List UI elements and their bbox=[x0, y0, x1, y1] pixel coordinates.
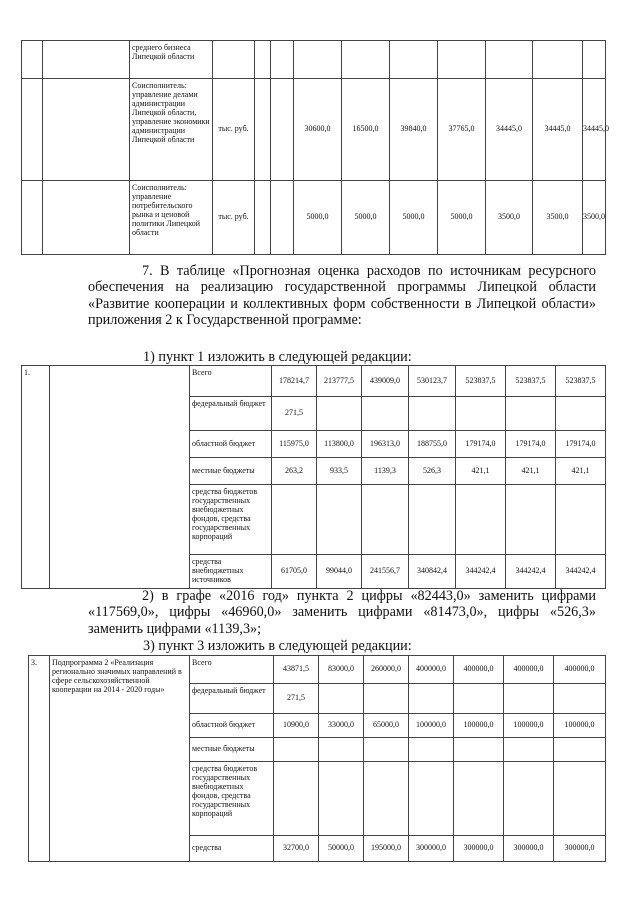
table-row: областной бюджет 10900,0 33000,0 65000,0 100000,0 100000,0 100000,0 100000,0 bbox=[29, 714, 606, 738]
source-label: Всего bbox=[190, 656, 274, 684]
table-row: средства внебюджетных источников 61705,0 99044,0 241556,7 340842,4 344242,4 344242,4 344242,4 bbox=[22, 555, 606, 589]
item-name: Подпрограмма 2 «Реализация регионально значимых направлений в сфере сельскохозяйственной кооперации на 2014 - 2020 годы» bbox=[50, 656, 190, 862]
unit-cell: тыс. руб. bbox=[213, 79, 255, 181]
row-desc: Соисполнитель: управление делами администрации Липецкой области, управление экономики администрации Липецкой области bbox=[130, 79, 213, 181]
source-label: средства бюджетов государственных внебюджетных фондов, средства государственных корпораций bbox=[190, 485, 272, 555]
source-label: федеральный бюджет bbox=[190, 397, 272, 431]
item-number: 1. bbox=[22, 366, 50, 589]
unit-cell bbox=[213, 41, 255, 79]
source-label: местные бюджеты bbox=[190, 458, 272, 485]
table-row: федеральный бюджет 271,5 bbox=[29, 684, 606, 714]
item-number: 3. bbox=[29, 656, 50, 862]
source-label: федеральный бюджет bbox=[190, 684, 274, 714]
source-label: средства внебюджетных источников bbox=[190, 555, 272, 589]
row-desc: среднего бизнеса Липецкой области bbox=[130, 41, 213, 79]
row-desc: Соисполнитель: управление потребительского рынка и ценовой политики Липецкой области bbox=[130, 181, 213, 255]
item-name bbox=[50, 366, 190, 589]
paragraph-7: 7. В таблице «Прогнозная оценка расходов по источникам ресурсного обеспечения на реализацию государственной программы Липецкой области «Развитие кооперации и коллективных форм собственности в Липецкой области» приложения 2 к Государственной программе: bbox=[88, 263, 596, 329]
table-top bbox=[21, 40, 609, 255]
item-2-text: 2) в графе «2016 год» пункта 2 цифры «82443,0» заменить цифрами «117569,0», цифры «46960,0» заменить цифрами «81473,0», цифры «526,3» заменить цифрами «1139,3»; bbox=[88, 588, 596, 637]
table-row: 3. Подпрограмма 2 «Реализация регионально значимых направлений в сфере сельскохозяйственной кооперации на 2014 - 2020 годы» Всего 43871,5 83000,0 260000,0 400000,0 400000,0 400000,0 400000,0 bbox=[29, 656, 606, 684]
table-row: Соисполнитель: управление потребительского рынка и ценовой политики Липецкой области тыс. руб. 5000,0 5000,0 5000,0 5000,0 3500,0 3500,0 3500,0 bbox=[22, 181, 606, 255]
source-label: Всего bbox=[190, 366, 272, 397]
item-3-text: 3) пункт 3 изложить в следующей редакции: bbox=[143, 638, 412, 654]
source-label: средства бюджетов государственных внебюджетных фондов, средства государственных корпораций bbox=[190, 762, 274, 836]
table-3 bbox=[28, 655, 606, 862]
source-label: областной бюджет bbox=[190, 714, 274, 738]
item-1-text: 1) пункт 1 изложить в следующей редакции: bbox=[143, 349, 412, 365]
table-row: федеральный бюджет 271,5 bbox=[22, 397, 606, 431]
unit-cell: тыс. руб. bbox=[213, 181, 255, 255]
table-row: средства 32700,0 50000,0 195000,0 300000,0 300000,0 300000,0 300000,0 bbox=[29, 836, 606, 862]
source-label: местные бюджеты bbox=[190, 738, 274, 762]
table-1 bbox=[21, 365, 606, 589]
table-row bbox=[22, 41, 606, 79]
table-row: Соисполнитель: управление делами администрации Липецкой области, управление экономики администрации Липецкой области тыс. руб. 30600,0 16500,0 39840,0 37765,0 34445,0 34445,0 34445,0 bbox=[22, 79, 606, 181]
source-label: средства bbox=[190, 836, 274, 862]
table-row: 1. Всего 178214,7 213777,5 439009,0 530123,7 523837,5 523837,5 523837,5 bbox=[22, 366, 606, 397]
source-label: областной бюджет bbox=[190, 431, 272, 458]
table-row: местные бюджеты 263,2 933,5 1139,3 526,3 421,1 421,1 421,1 bbox=[22, 458, 606, 485]
table-row: областной бюджет 115975,0 113800,0 196313,0 188755,0 179174,0 179174,0 179174,0 bbox=[22, 431, 606, 458]
